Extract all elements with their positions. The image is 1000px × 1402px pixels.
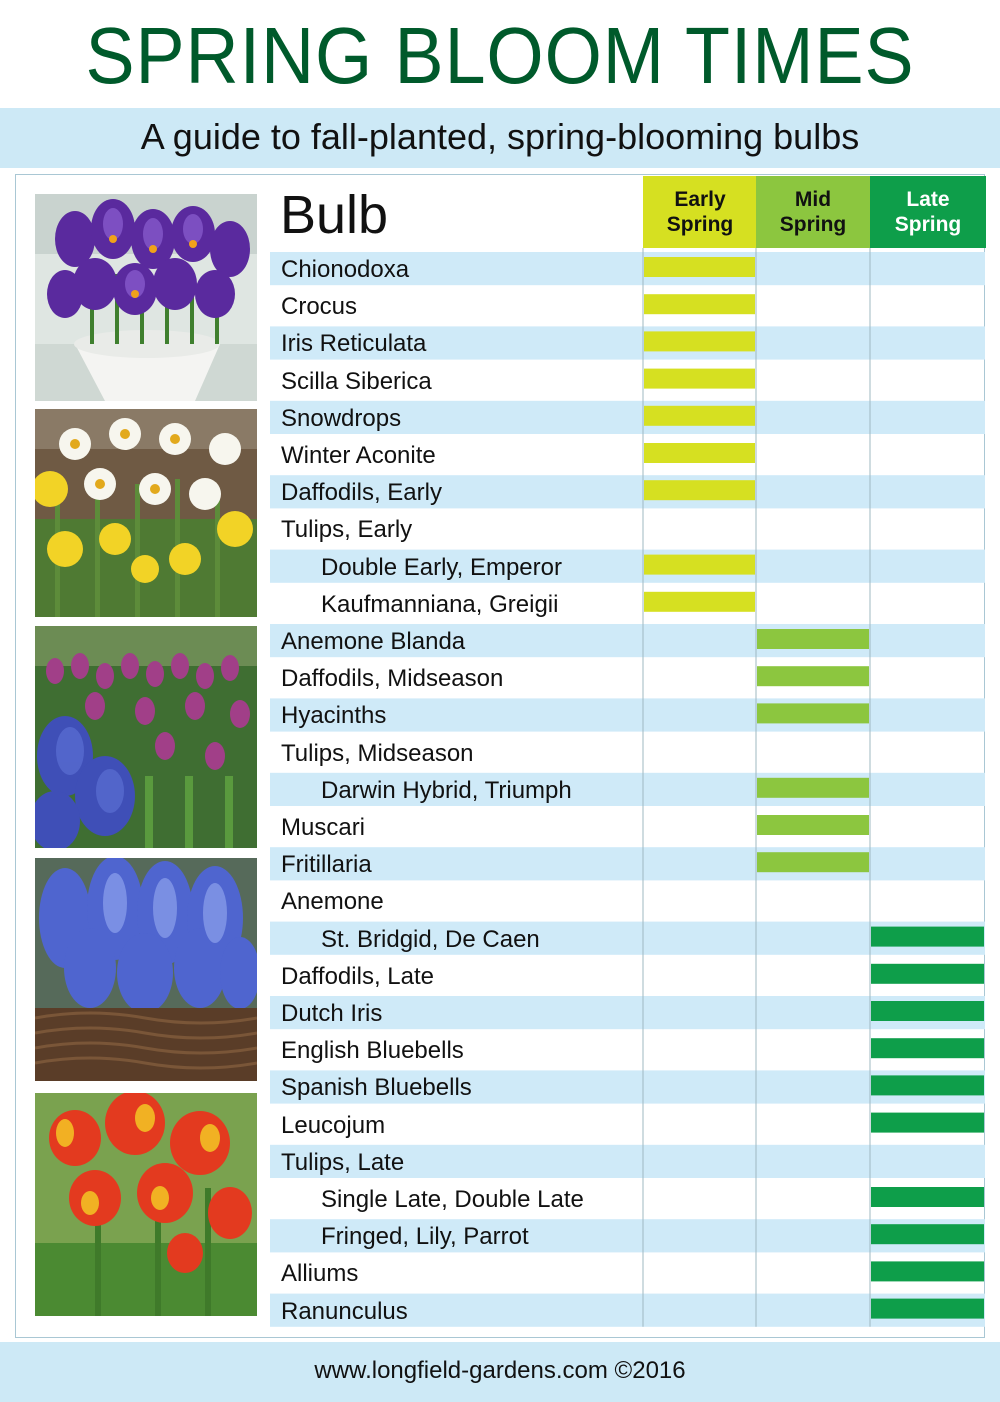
bloom-bar-late (871, 1187, 984, 1207)
bloom-bar-early (644, 331, 755, 351)
bulb-label: Tulips, Late (281, 1148, 405, 1176)
bloom-bar-late (871, 1038, 984, 1058)
bulb-label: Anemone (281, 888, 384, 916)
bulb-label: Tulips, Early (281, 516, 413, 544)
bloom-bar-late (871, 1075, 984, 1095)
bulb-label: St. Bridgid, De Caen (321, 925, 540, 953)
row-stripe (270, 847, 985, 880)
bulb-label: Fritillaria (281, 851, 372, 879)
bulb-label: Snowdrops (281, 404, 402, 432)
bulb-label: Spanish Bluebells (281, 1074, 472, 1102)
bulb-label: Alliums (281, 1260, 359, 1288)
bulb-label: Iris Reticulata (281, 330, 427, 358)
bloom-bar-mid (757, 778, 869, 798)
early-spring-header-line1: Early (674, 188, 726, 211)
bloom-bar-early (644, 592, 755, 612)
bloom-bar-mid (757, 815, 869, 835)
bloom-bar-late (871, 927, 984, 947)
bulb-label: Ranunculus (281, 1297, 408, 1325)
bloom-bar-early (644, 294, 755, 314)
bloom-bar-late (871, 1113, 984, 1133)
bulb-label: Daffodils, Early (281, 479, 442, 507)
bloom-bar-late (871, 1001, 984, 1021)
bloom-bar-early (644, 443, 755, 463)
bulb-label: Muscari (281, 814, 366, 841)
bloom-bar-early (644, 555, 755, 575)
late-spring-header-line2: Spring (894, 213, 962, 236)
bulb-label: Anemone Blanda (281, 628, 466, 655)
bulb-label: Daffodils, Late (281, 962, 434, 990)
bloom-bar-early (644, 480, 755, 500)
bloom-bar-late (871, 1299, 984, 1319)
bulb-label: Winter Aconite (281, 442, 436, 469)
early-spring-header-line2: Spring (666, 213, 734, 236)
bloom-bar-late (871, 1261, 984, 1281)
page-subtitle: A guide to fall-planted, spring-blooming bulbs (140, 116, 860, 157)
footer-text: www.longfield-gardens.com ©2016 (314, 1357, 686, 1384)
bloom-bar-mid (757, 852, 869, 872)
mid-spring-header-line1: Mid (794, 188, 832, 211)
bulb-label: Hyacinths (281, 702, 387, 730)
bulb-column-header: Bulb (280, 185, 389, 245)
bulb-label: Scilla Siberica (281, 367, 432, 395)
late-spring-header-line1: Late (906, 188, 950, 211)
bloom-bar-late (871, 964, 984, 984)
bulb-label: Leucojum (281, 1111, 386, 1139)
bulb-label: Double Early, Emperor (321, 553, 562, 581)
bloom-bar-mid (757, 666, 869, 686)
bloom-bar-late (871, 1224, 984, 1244)
bloom-bar-early (644, 369, 755, 389)
bulb-label: English Bluebells (281, 1037, 464, 1065)
bloom-bar-mid (757, 703, 869, 723)
bulb-label: Chionodoxa (281, 256, 410, 283)
mid-spring-header-line2: Spring (779, 213, 847, 236)
bulb-label: Fringed, Lily, Parrot (321, 1223, 529, 1251)
bulb-label: Single Late, Double Late (321, 1186, 584, 1213)
bulb-label: Tulips, Midseason (281, 739, 474, 767)
bulb-label: Darwin Hybrid, Triumph (321, 776, 572, 804)
bloom-bar-early (644, 406, 755, 426)
bloom-bar-mid (757, 629, 869, 649)
bulb-label: Daffodils, Midseason (281, 665, 504, 693)
bulb-label: Kaufmanniana, Greigii (321, 590, 559, 618)
bulb-label: Crocus (281, 293, 358, 321)
bulb-label: Dutch Iris (281, 1000, 383, 1027)
bloom-bar-early (644, 257, 755, 277)
page-title: SPRING BLOOM TIMES (85, 11, 915, 100)
